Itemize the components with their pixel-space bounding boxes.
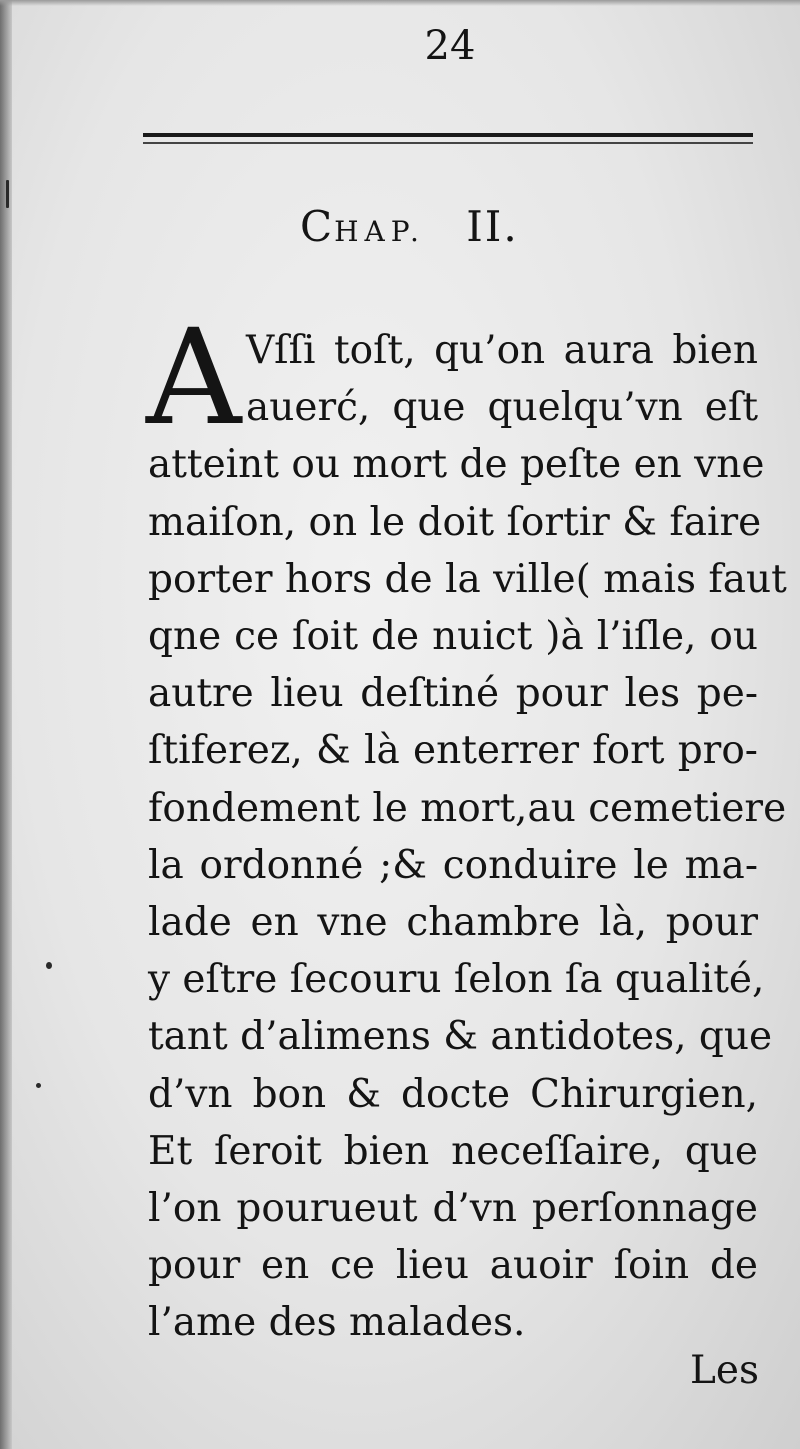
text-line: porter hors de la ville( mais faut xyxy=(148,556,787,602)
text-line: maiſon, on le doit ſortir & faire xyxy=(148,499,762,545)
header-rule xyxy=(143,133,753,137)
text-line: fondement le mort,au cemetiere xyxy=(148,785,787,831)
page-gutter-shadow xyxy=(0,0,12,1449)
text-line: y eſtre ſecouru ſelon ſa qualité, xyxy=(148,957,765,1003)
text-line: lade en vne chambre là, pour xyxy=(148,900,758,946)
text-line: atteint ou mort de peſte en vne xyxy=(148,442,765,488)
text-line: autre lieu deſtiné pour les pe- xyxy=(148,671,758,717)
header-rule-thin xyxy=(143,142,753,144)
text-line: Vſſi toſt, qu’on aura bien xyxy=(246,328,758,373)
text-line: d’vn bon & docte Chirurgien, xyxy=(148,1071,758,1117)
text-line: la ordonné ;& conduire le ma- xyxy=(148,842,758,888)
text-line: ſtiferez, & là enterrer fort pro- xyxy=(148,728,758,774)
chapter-heading-initial: C xyxy=(300,202,335,251)
chapter-heading xyxy=(300,200,620,259)
page-top-shadow xyxy=(0,0,800,6)
body-text xyxy=(148,322,787,1352)
drop-cap: A xyxy=(146,301,242,455)
text-line: tant d’alimens & antidotes, que xyxy=(148,1014,773,1060)
text-line: l’ame des malades. xyxy=(148,1300,526,1346)
ink-speck xyxy=(46,962,52,969)
ink-speck xyxy=(36,1083,41,1088)
chapter-heading-word: HAP. xyxy=(334,215,425,248)
text-line: qne ce ſoit de nuict )à l’iſle, ou xyxy=(148,614,758,660)
ink-speck xyxy=(6,180,9,208)
page-number: 24 xyxy=(424,23,476,69)
text-line: auerć, que quelqu’vn eſt xyxy=(246,385,758,431)
catchword: Les xyxy=(690,1348,759,1393)
text-line: Et ſeroit bien neceſſaire, que xyxy=(148,1128,758,1174)
text-line: l’on pourueut d’vn perſonnage xyxy=(148,1186,758,1232)
text-line: pour en ce lieu auoir ſoin de xyxy=(148,1243,758,1289)
chapter-heading-numeral: II. xyxy=(466,202,519,251)
